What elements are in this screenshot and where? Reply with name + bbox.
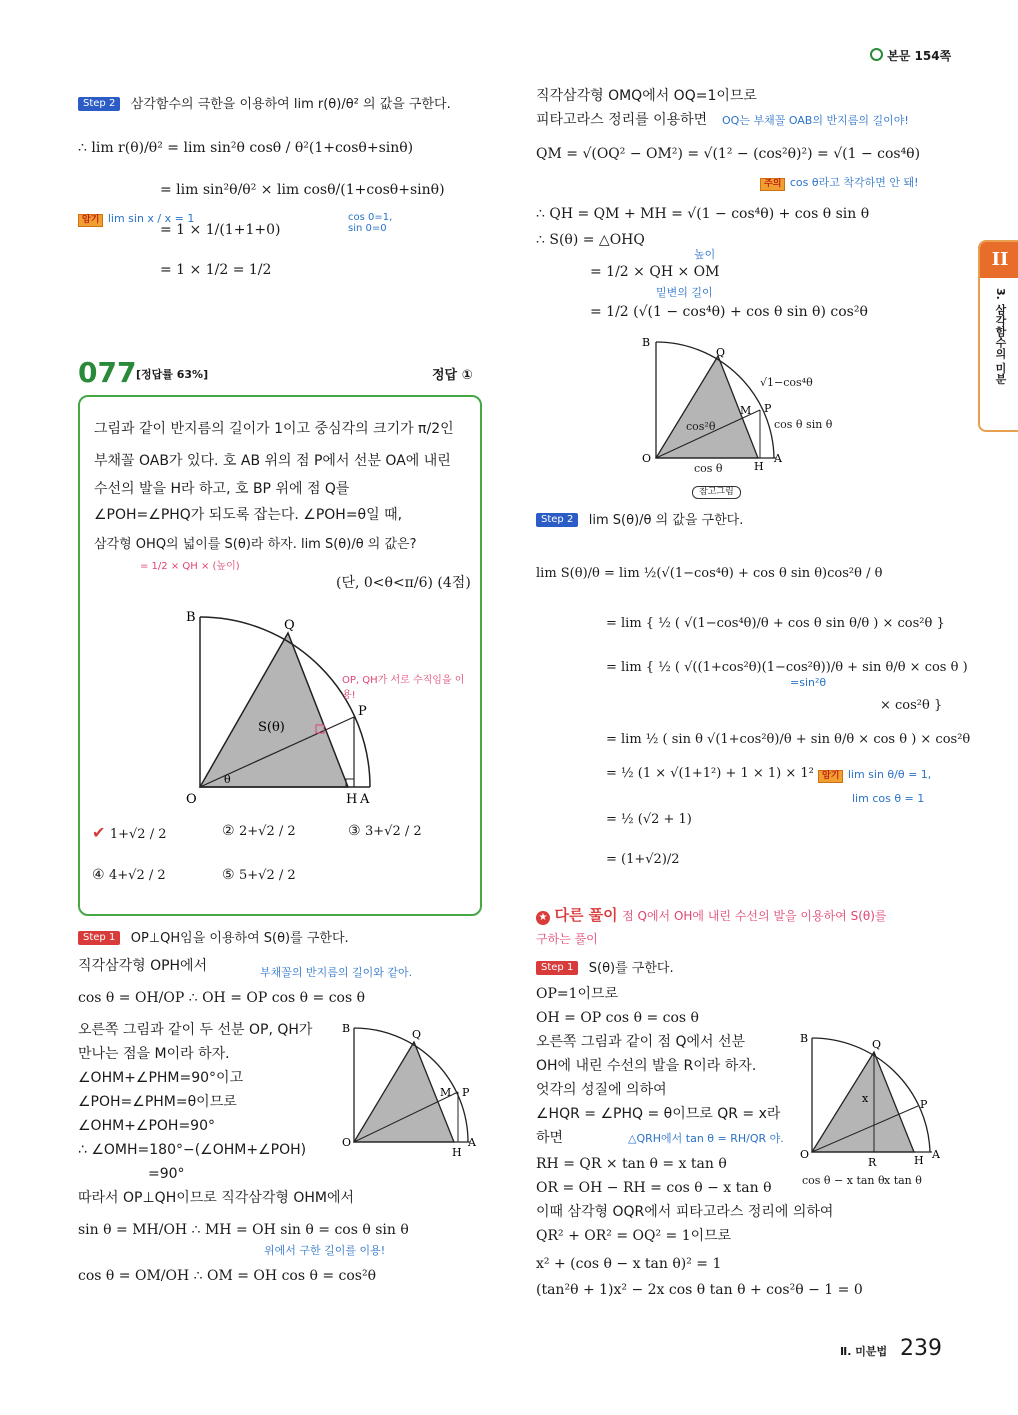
problem-hint: = 1/2 × QH × (높이): [140, 561, 240, 572]
svg-text:M: M: [740, 404, 752, 417]
label-P: P: [358, 704, 367, 719]
sin2-note: =sin²θ: [790, 676, 827, 689]
memo-text: lim sin x / x = 1: [107, 212, 195, 225]
svg-text:Q: Q: [716, 346, 726, 359]
limit-line-2: = lim sin²θ/θ² × lim cosθ/(1+cosθ+sinθ): [160, 182, 445, 198]
answer-label: 정답 ①: [432, 368, 473, 383]
alt-line-12: x² + (cos θ − x tan θ)² = 1: [536, 1256, 722, 1272]
sol-line-8: ∴ ∠OMH=180°−(∠OHM+∠POH): [78, 1142, 307, 1158]
sol-line-2: cos θ = OH/OP ∴ OH = OP cos θ = cos θ: [78, 990, 366, 1006]
svg-text:M: M: [440, 1086, 452, 1099]
shaded-triangle: [200, 633, 348, 787]
alt-figure: [796, 1030, 946, 1170]
memo-sinx: [78, 210, 194, 227]
svg-text:O: O: [342, 1136, 352, 1149]
svg-text:P: P: [462, 1086, 470, 1099]
problem-line-4: ∠POH=∠PHQ가 되도록 잡는다. ∠POH=θ일 때,: [94, 507, 403, 523]
sol-line-3: 오른쪽 그림과 같이 두 선분 OP, QH가: [78, 1022, 313, 1038]
right-line-6: = 1/2 × QH × OM: [590, 264, 720, 280]
oq-note: OQ는 부채꼴 OAB의 반지름의 길이야!: [722, 114, 909, 127]
step1-title: OP⊥QH임을 이용하여 S(θ)를 구한다.: [130, 931, 349, 946]
chapter-title: 3. 삼각함수의 미분: [994, 288, 1007, 385]
limit-line-1: ∴ lim r(θ)/θ² = lim sin²θ cosθ / θ²(1+cosθ+sinθ): [78, 140, 414, 156]
alt-step-title: S(θ)를 구한다.: [588, 961, 674, 976]
svg-text:Q: Q: [872, 1038, 882, 1051]
alt-desc2: 구하는 풀이: [536, 932, 598, 946]
reference-page: 본문 154쪽: [870, 48, 951, 63]
problem-line-5: 삼각형 OHQ의 넓이를 S(θ)라 하자. lim S(θ)/θ 의 값은?: [94, 537, 417, 552]
tan-note: △QRH에서 tan θ = RH/QR 야.: [628, 1132, 784, 1145]
footer-section: Ⅱ. 미분법: [840, 1345, 888, 1358]
problem-number: 077: [78, 356, 137, 389]
reference-figure-caption: 참고그림: [692, 486, 741, 499]
svg-text:B: B: [342, 1022, 351, 1035]
sol-line-11: sin θ = MH/OH ∴ MH = OH sin θ = cos θ sin θ: [78, 1222, 409, 1238]
alt-line-6: ∠HQR = ∠PHQ = θ이므로 QR = x라: [536, 1106, 781, 1122]
alt-line-3: 오른쪽 그림과 같이 점 Q에서 선분: [536, 1034, 746, 1050]
sol-line-7: ∠OHM+∠POH=90°: [78, 1118, 215, 1134]
cos0-note: cos 0=1, sin 0=0: [348, 212, 393, 234]
choice-4[interactable]: ④ 4+√2 / 2: [92, 867, 166, 883]
alt-heading: [536, 906, 887, 925]
svg-text:H: H: [754, 460, 764, 473]
label-S: S(θ): [258, 720, 285, 735]
alt-desc1: 점 Q에서 OH에 내린 수선의 발을 이용하여 S(θ)를: [622, 909, 887, 923]
svg-text:A: A: [774, 452, 782, 465]
svg-text:O: O: [642, 452, 652, 465]
caution: [760, 174, 919, 191]
alt-line-5: 엇각의 성질에 의하여: [536, 1082, 667, 1098]
reference-figure: [640, 334, 840, 484]
choice-1[interactable]: ✔ 1+√2 / 2: [92, 823, 167, 842]
step2-title: 삼각함수의 극한을 이용하여 lim r(θ)/θ² 의 값을 구한다.: [130, 97, 451, 112]
right-step2-heading: [536, 512, 743, 529]
svg-text:O: O: [800, 1148, 810, 1161]
alt-fig-label-1: cos θ − x tan θ: [802, 1174, 885, 1187]
alt-line-2: OH = OP cos θ = cos θ: [536, 1010, 699, 1026]
alt-line-10: 이때 삼각형 OQR에서 피타고라스 정리에 의하여: [536, 1204, 834, 1220]
rlim-line-6: = ½ (1 × √(1+1²) + 1 × 1) × 1²: [606, 766, 814, 781]
caution-text: cos θ라고 착각하면 안 돼!: [789, 176, 919, 189]
problem-condition: (단, 0<θ<π/6) (4점): [336, 575, 471, 591]
rlim-line-7: = ½ (√2 + 1): [606, 812, 692, 827]
svg-text:H: H: [452, 1146, 462, 1159]
rlim-line-4: × cos²θ }: [880, 698, 943, 713]
label-theta: θ: [224, 773, 231, 786]
right-line-3: QM = √(OQ² − OM²) = √(1² − (cos²θ)²) = √(1 − cos⁴θ): [536, 146, 921, 162]
svg-text:P: P: [920, 1098, 928, 1111]
alt-line-4: OH에 내린 수선의 발을 R이라 하자.: [536, 1058, 757, 1074]
svg-text:A: A: [468, 1136, 476, 1149]
right-memo-text2: lim cos θ = 1: [852, 792, 925, 805]
alt-title: 다른 풀이: [554, 906, 618, 924]
alt-line-1: OP=1이므로: [536, 986, 619, 1002]
step2-badge: Step 2: [78, 97, 120, 111]
right-line-1: 직각삼각형 OMQ에서 OQ=1이므로: [536, 88, 757, 104]
svg-text:x: x: [862, 1092, 869, 1105]
right-line-5: ∴ S(θ) = △OHQ: [536, 232, 645, 248]
sol-line-10: 따라서 OP⊥QH이므로 직각삼각형 OHM에서: [78, 1190, 354, 1206]
fig-label-cos: cos θ: [694, 462, 723, 475]
label-H: H: [346, 792, 358, 807]
label-Q: Q: [284, 618, 295, 633]
alt-line-8: RH = QR × tan θ = x tan θ: [536, 1156, 727, 1172]
right-line-7: = 1/2 (√(1 − cos⁴θ) + cos θ sin θ) cos²θ: [590, 304, 868, 320]
svg-text:B: B: [800, 1032, 809, 1045]
svg-text:B: B: [642, 336, 651, 349]
limit-line-4: = 1 × 1/2 = 1/2: [160, 262, 272, 278]
label-B: B: [186, 610, 196, 625]
left-step2-heading: [78, 96, 451, 113]
label-A: A: [360, 792, 370, 807]
caution-tag: 주의: [760, 178, 785, 191]
star-icon: ★: [536, 911, 550, 925]
right-memo: [818, 766, 931, 783]
rlim-line-8: = (1+√2)/2: [606, 852, 680, 867]
problem-figure: [180, 607, 380, 807]
fig-label-sqrt: √1−cos⁴θ: [760, 376, 813, 389]
choice-3[interactable]: ③ 3+√2 / 2: [348, 823, 422, 839]
fig-label-cos2: cos²θ: [686, 420, 716, 433]
fig-label-cossin: cos θ sin θ: [774, 418, 833, 431]
alt-step-heading: [536, 960, 674, 977]
limit-line-3: = 1 × 1/(1+1+0): [160, 222, 281, 238]
height-note: 높이: [694, 248, 716, 261]
alt-line-13: (tan²θ + 1)x² − 2x cos θ tan θ + cos²θ − 1 = 0: [536, 1282, 863, 1298]
base-note: 밑변의 길이: [656, 286, 713, 299]
circle-icon: [870, 48, 883, 61]
length-note: 위에서 구한 길이를 이용!: [264, 1244, 386, 1257]
choice-2[interactable]: ② 2+√2 / 2: [222, 823, 296, 839]
chapter-roman: II: [980, 242, 1018, 278]
right-step2-title: lim S(θ)/θ 의 값을 구한다.: [588, 513, 744, 528]
right-memo-text1: lim sin θ/θ = 1,: [847, 768, 932, 781]
rlim-line-5: = lim ½ ( sin θ √(1+cos²θ)/θ + sin θ/θ × cos θ ) × cos²θ: [606, 732, 971, 747]
right-memo-tag: 암기: [818, 770, 843, 783]
correct-rate: [정답률 63%]: [136, 368, 209, 381]
alt-step-badge: Step 1: [536, 961, 578, 975]
problem-box: [78, 395, 482, 916]
left-step1-heading: [78, 930, 349, 947]
alt-line-7: 하면: [536, 1130, 564, 1146]
alt-fig-label-2: x tan θ: [884, 1174, 922, 1187]
sol-line-6: ∠POH=∠PHM=θ이므로: [78, 1094, 237, 1110]
right-step2-badge: Step 2: [536, 513, 578, 527]
svg-text:R: R: [868, 1156, 877, 1169]
page-number: 239: [900, 1336, 942, 1361]
right-line-4: ∴ QH = QM + MH = √(1 − cos⁴θ) + cos θ sin θ: [536, 206, 870, 222]
figure-note: OP, QH가 서로 수직임을 이용!: [342, 675, 465, 701]
svg-text:A: A: [932, 1148, 940, 1161]
svg-text:H: H: [914, 1154, 924, 1167]
sol-line-5: ∠OHM+∠PHM=90°이고: [78, 1070, 244, 1086]
problem-line-3: 수선의 발을 H라 하고, 호 BP 위에 점 Q를: [94, 481, 350, 497]
svg-text:Q: Q: [412, 1028, 422, 1041]
step1-badge: Step 1: [78, 931, 120, 945]
sol-line-1: 직각삼각형 OPH에서: [78, 958, 208, 974]
problem-line-2: 부채꼴 OAB가 있다. 호 AB 위의 점 P에서 선분 OA에 내린: [94, 453, 451, 469]
check-icon: ✔: [92, 823, 106, 842]
sol-line-12: cos θ = OM/OH ∴ OM = OH cos θ = cos²θ: [78, 1268, 377, 1284]
alt-line-11: QR² + OR² = OQ² = 1이므로: [536, 1228, 732, 1244]
svg-text:P: P: [764, 402, 772, 415]
choice-5[interactable]: ⑤ 5+√2 / 2: [222, 867, 296, 883]
sol-line-4: 만나는 점을 M이라 하자.: [78, 1046, 230, 1062]
rlim-line-2: = lim { ½ ( √(1−cos⁴θ)/θ + cos θ sin θ/θ ) × cos²θ }: [606, 616, 945, 631]
sol-line-9: =90°: [148, 1166, 185, 1182]
alt-line-9: OR = OH − RH = cos θ − x tan θ: [536, 1180, 772, 1196]
solution-figure: [340, 1020, 480, 1160]
radius-note: 부채꼴의 반지름의 길이와 같아.: [260, 966, 413, 979]
label-O: O: [186, 792, 197, 807]
chapter-tab[interactable]: [978, 240, 1018, 432]
memo-tag: 암기: [78, 214, 103, 227]
right-line-2: 피타고라스 정리를 이용하면: [536, 112, 708, 128]
rlim-line-1: lim S(θ)/θ = lim ½(√(1−cos⁴θ) + cos θ sin θ)cos²θ / θ: [536, 566, 883, 581]
problem-line-1: 그림과 같이 반지름의 길이가 1이고 중심각의 크기가 π/2인: [94, 421, 454, 437]
rlim-line-3: = lim { ½ ( √((1+cos²θ)(1−cos²θ))/θ + sin θ/θ × cos θ ): [606, 660, 968, 675]
